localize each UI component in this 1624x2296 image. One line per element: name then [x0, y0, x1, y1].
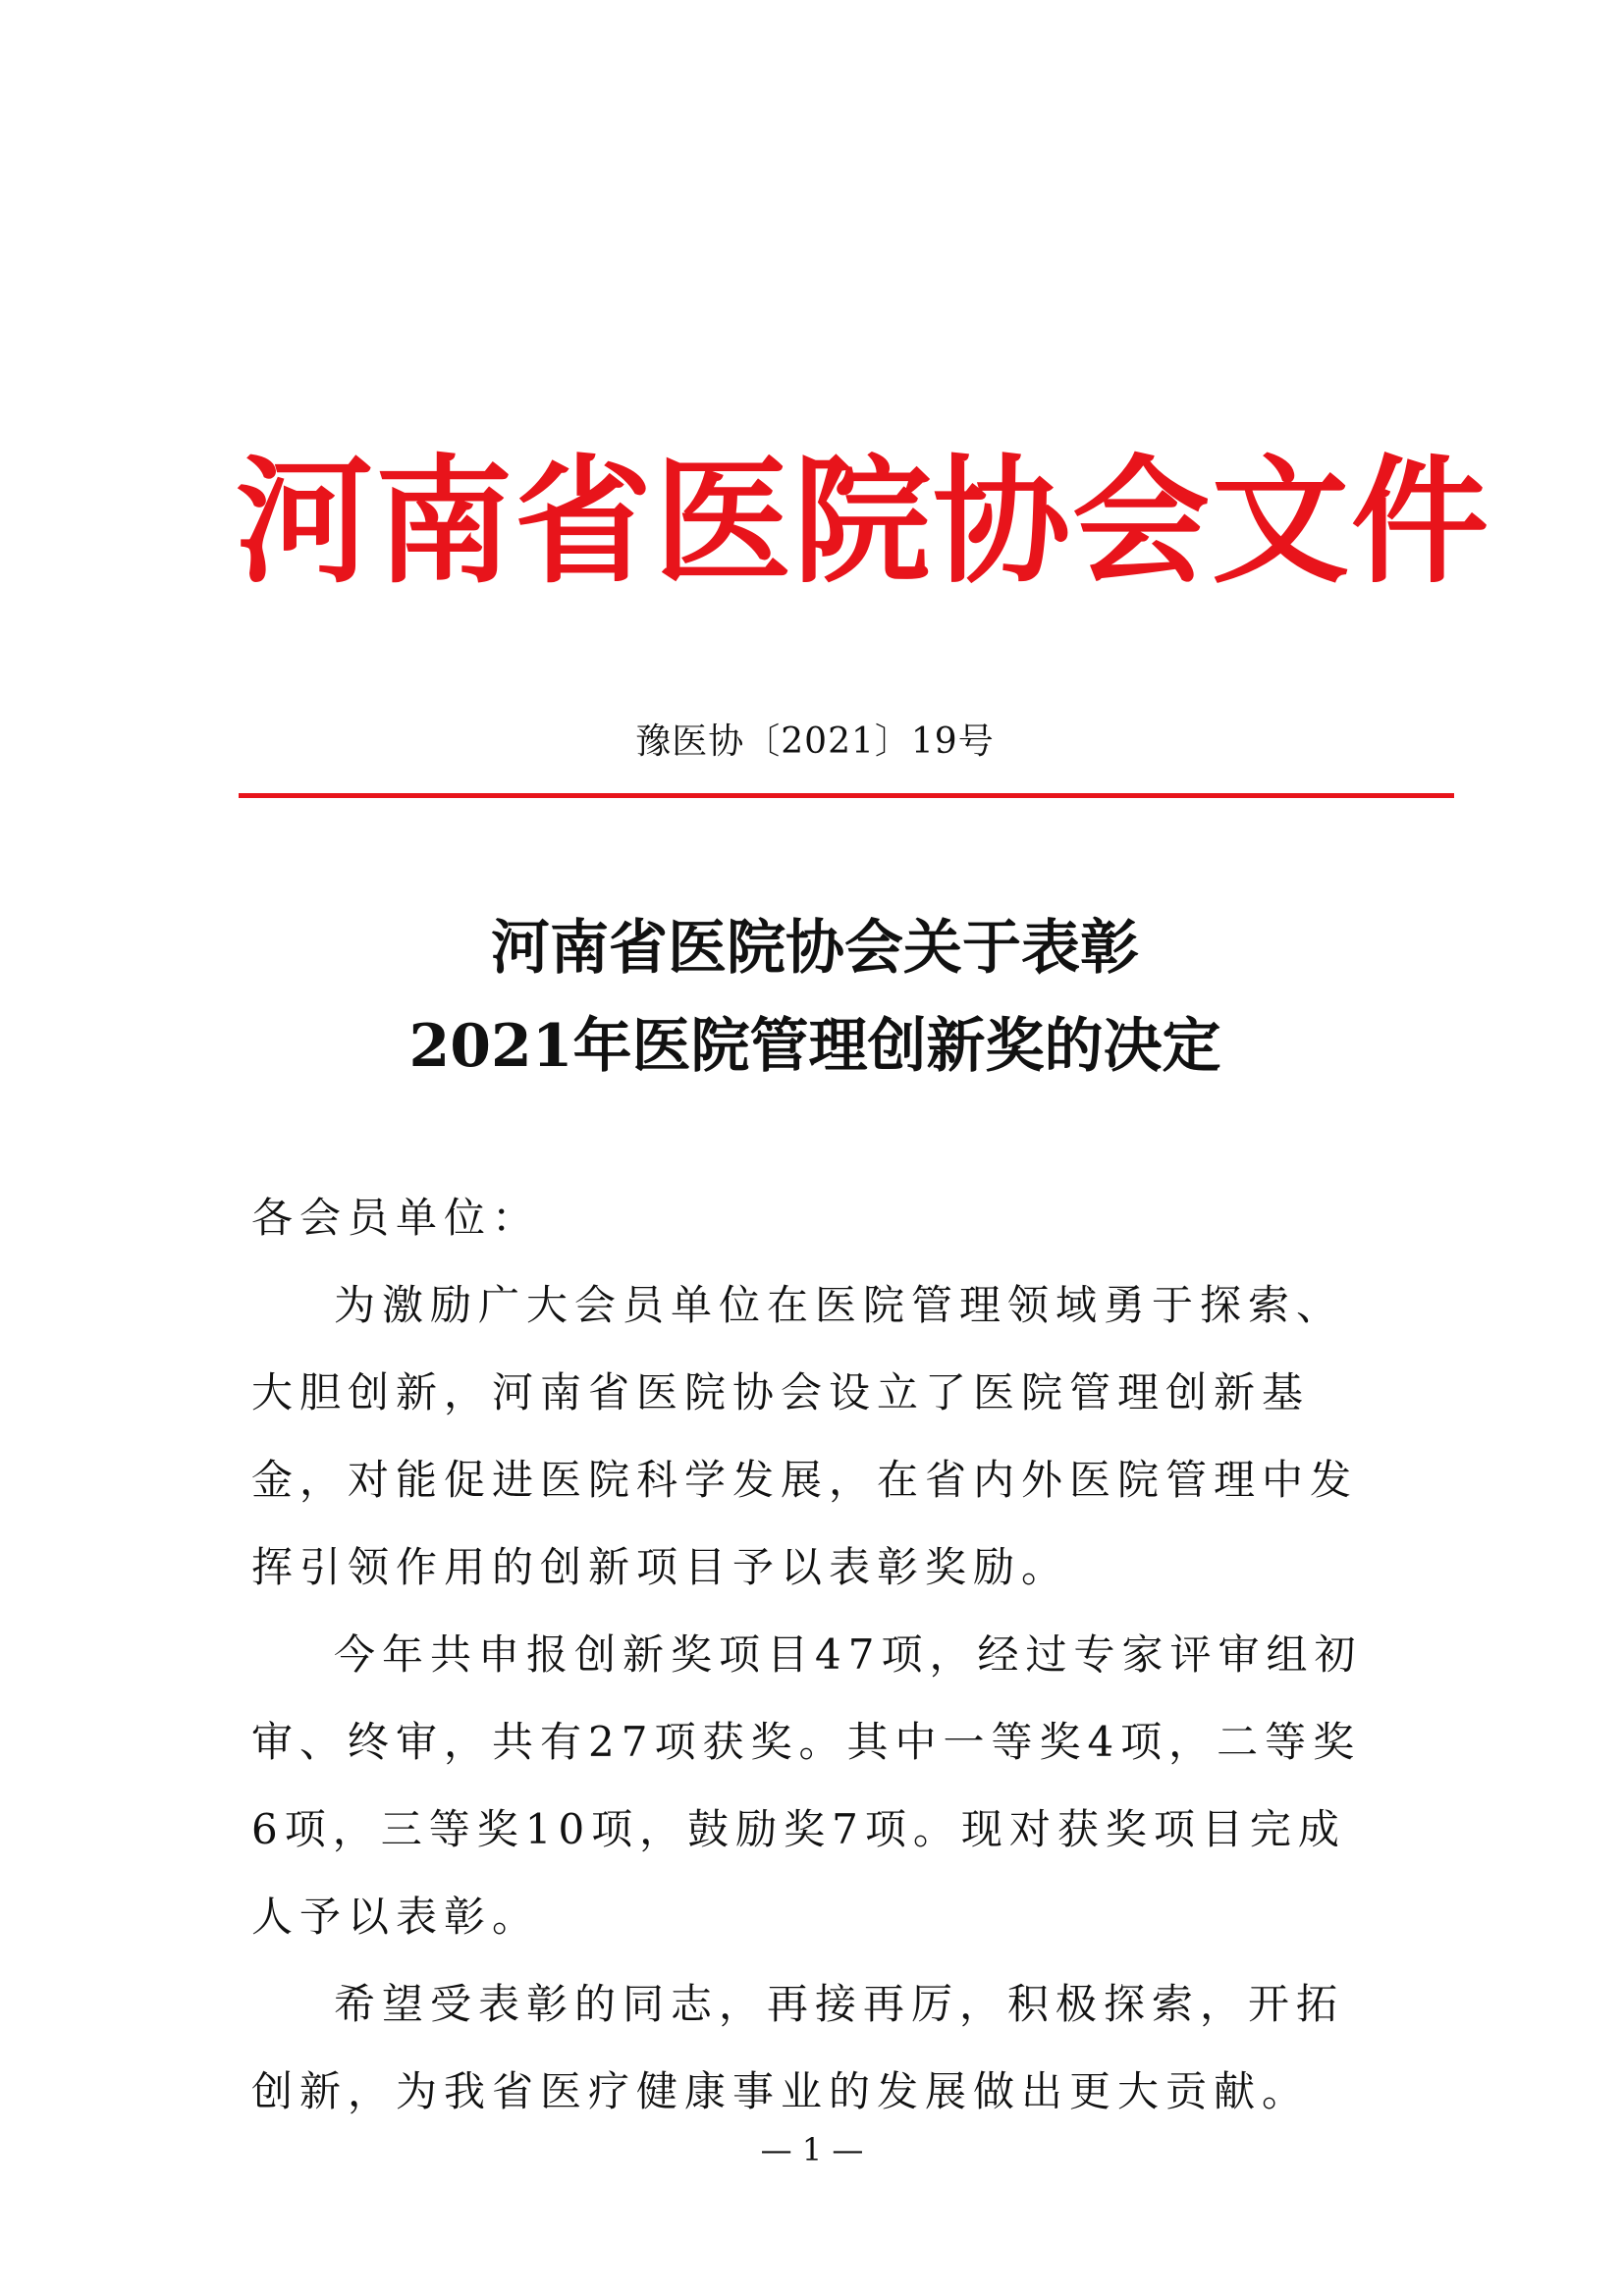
red-divider-line	[239, 793, 1454, 798]
page-number: — 1 —	[760, 2131, 864, 2168]
body-paragraph-2: 今年共申报创新奖项目47项，经过专家评审组初审、终审，共有27项获奖。其中一等奖4项，二等奖6项，三等奖10项，鼓励奖7项。现对获奖项目完成人予以表彰。	[251, 1630, 1363, 1941]
body-paragraph-1: 为激励广大会员单位在医院管理领域勇于探索、大胆创新，河南省医院协会设立了医院管理创新基金，对能促进医院科学发展，在省内外医院管理中发挥引领作用的创新项目予以表彰奖励。	[251, 1281, 1359, 1591]
document-number: 豫医协〔2021〕19号	[635, 721, 995, 762]
document-masthead: 河南省医院协会文件	[236, 442, 1491, 603]
document-body	[251, 1174, 1390, 2135]
document-title	[236, 899, 1394, 1095]
document-title-line-2: 2021年医院管理创新奖的决定	[408, 1012, 1221, 1081]
body-paragraph-3: 希望受表彰的同志，再接再厉，积极探索，开拓创新，为我省医疗健康事业的发展做出更大贡献。	[251, 1980, 1345, 2115]
document-title-line-1: 河南省医院协会关于表彰	[491, 914, 1139, 983]
salutation: 各会员单位：	[251, 1194, 541, 1242]
